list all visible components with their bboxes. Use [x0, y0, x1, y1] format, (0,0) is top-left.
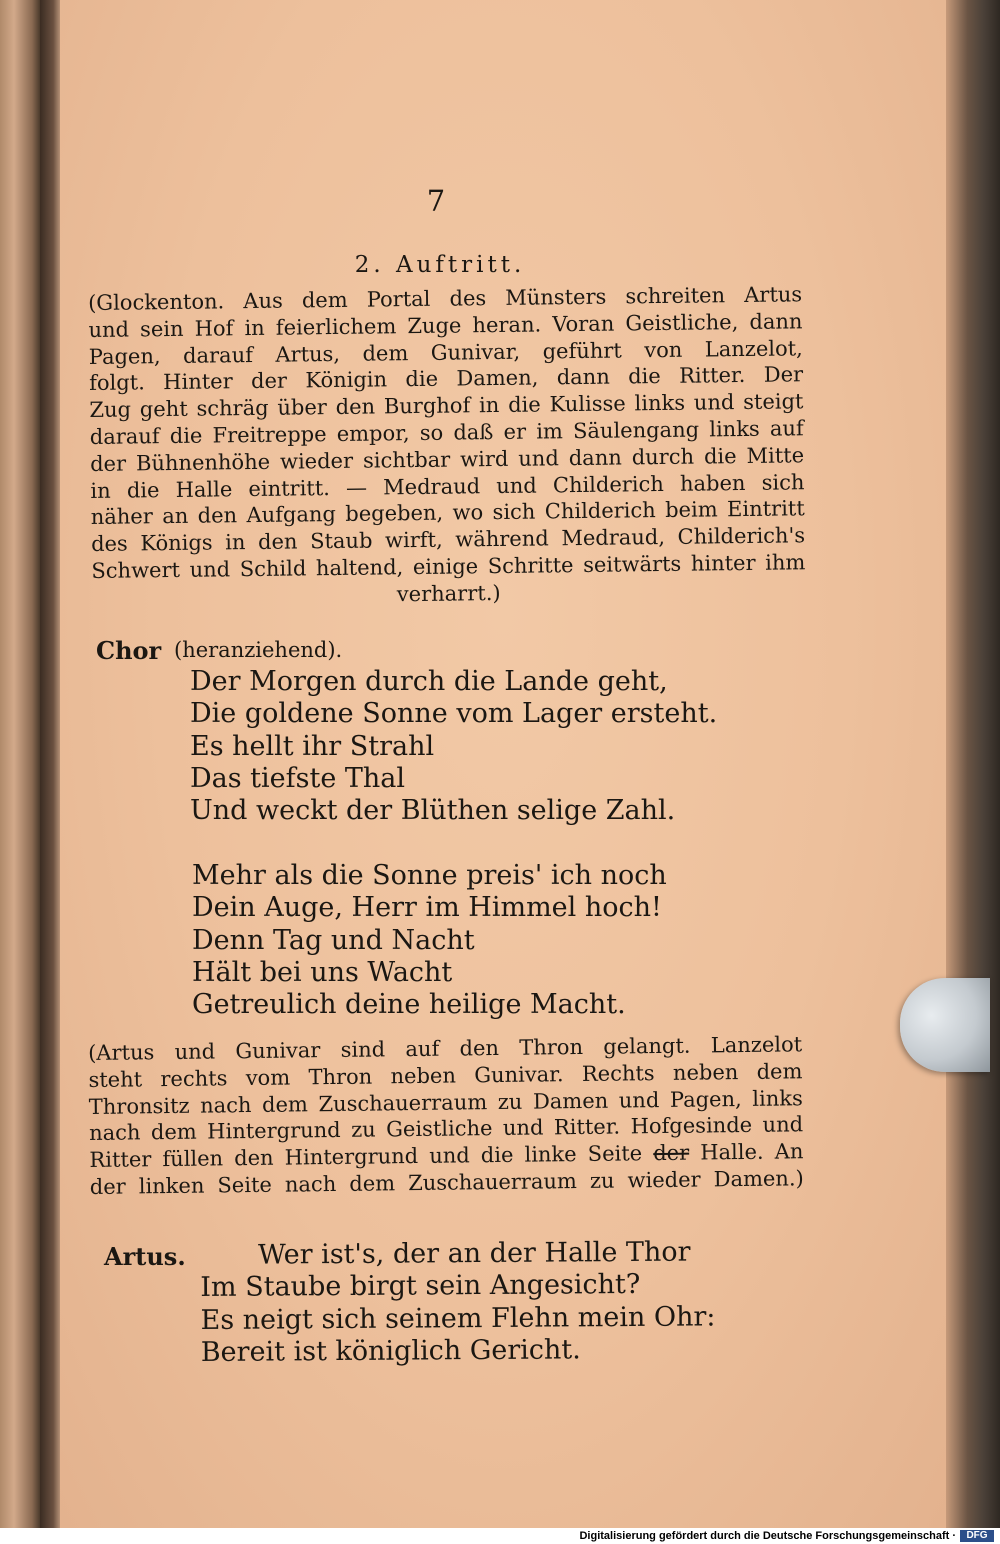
stage-direction-line: Thronsitz nach dem Zuschauerraum zu Damen und Pagen, links	[88, 1085, 803, 1119]
stage-direction-line: folgt. Hinter der Königin die Damen, dann die Ritter. Der	[88, 362, 804, 396]
verse-line: Die goldene Sonne vom Lager ersteht.	[190, 698, 718, 730]
verse-line: Es neigt sich seinem Flehn mein Ohr:	[200, 1300, 716, 1336]
stage-direction-line: der linken Seite nach dem Zuschauerraum zu wieder Damen.)	[89, 1166, 804, 1199]
verse-line: Dein Auge, Herr im Himmel hoch!	[192, 892, 662, 924]
stage-direction-line: des Königs in den Staub wirft, während Medraud, Childerich's	[90, 523, 806, 557]
stage-direction-throne	[88, 1031, 804, 1200]
speaker-artus: Artus.	[104, 1242, 186, 1271]
stage-direction-line: Pagen, darauf Artus, dem Gunivar, geführt von Lanzelot,	[88, 335, 803, 369]
stage-direction-line: darauf die Freitreppe empor, so daß er im Säulengang links auf	[89, 416, 804, 449]
stage-direction-line: (Glockenton. Aus dem Portal des Münsters schreiten Artus	[88, 282, 803, 315]
stage-direction-opening	[88, 281, 806, 611]
stage-direction-line: in die Halle eintritt. — Medraud und Childerich haben sich	[90, 469, 805, 503]
stage-direction-line: und sein Hof in feierlichem Zuge heran. Voran Geistliche, dann	[88, 309, 803, 342]
verse-line: Der Morgen durch die Lande geht,	[190, 666, 668, 697]
digitization-footer	[0, 1528, 1000, 1544]
verse-line: Wer ist's, der an der Halle Thor	[257, 1236, 691, 1271]
verse-line: Das tiefste Thal	[190, 762, 406, 794]
verse-line: Denn Tag und Nacht	[192, 924, 475, 956]
footer-credit-text: Digitalisierung gefördert durch die Deutsche Forschungsgemeinschaft ·	[579, 1530, 956, 1542]
artus-verse	[200, 1236, 716, 1369]
verse-line: Bereit ist königlich Gericht.	[200, 1334, 581, 1368]
chor-stanza-1	[190, 666, 717, 827]
page-number: 7	[426, 184, 446, 218]
chor-stanza-2	[192, 860, 667, 1021]
stage-direction-line: Schwert und Schild haltend, einige Schritte seitwärts hinter ihm	[91, 550, 806, 583]
verse-line: Getreulich deine heilige Macht.	[192, 989, 626, 1021]
speaker-note: (heranziehend).	[174, 638, 343, 662]
stage-direction-line: steht rechts vom Thron neben Gunivar. Rechts neben dem	[88, 1059, 803, 1092]
stage-direction-line: (Artus und Gunivar sind auf den Thron gelangt. Lanzelot	[88, 1032, 803, 1065]
scene-heading: 2. Auftritt.	[354, 252, 526, 278]
verse-line: Hält bei uns Wacht	[192, 956, 453, 988]
verse-line: Im Staube birgt sein Angesicht?	[200, 1269, 641, 1304]
stage-direction-line: Zug geht schräg über den Burghof in die Kulisse links und steigt	[89, 389, 804, 423]
verse-line: Mehr als die Sonne preis' ich noch	[192, 860, 667, 891]
line-text: Halle. An	[689, 1139, 804, 1165]
struck-word: der	[653, 1140, 690, 1166]
dfg-logo: DFG	[960, 1530, 994, 1542]
stage-direction-line: verharrt.)	[396, 580, 501, 607]
stage-direction-line: nach dem Hintergrund zu Geistliche und Ritter. Hofgesinde und	[88, 1112, 804, 1146]
verse-line: Es hellt ihr Strahl	[190, 730, 435, 762]
stage-direction-line: näher an den Aufgang begeben, wo sich Childerich beim Eintritt	[90, 496, 805, 530]
speaker-chor: Chor	[96, 636, 162, 665]
stage-direction-line: der Bühnenhöhe wieder sichtbar wird und dann durch die Mitte	[89, 443, 805, 476]
verse-line: Und weckt der Blüthen selige Zahl.	[190, 795, 676, 827]
line-text: Ritter füllen den Hintergrund und die linke Seite	[89, 1141, 654, 1173]
